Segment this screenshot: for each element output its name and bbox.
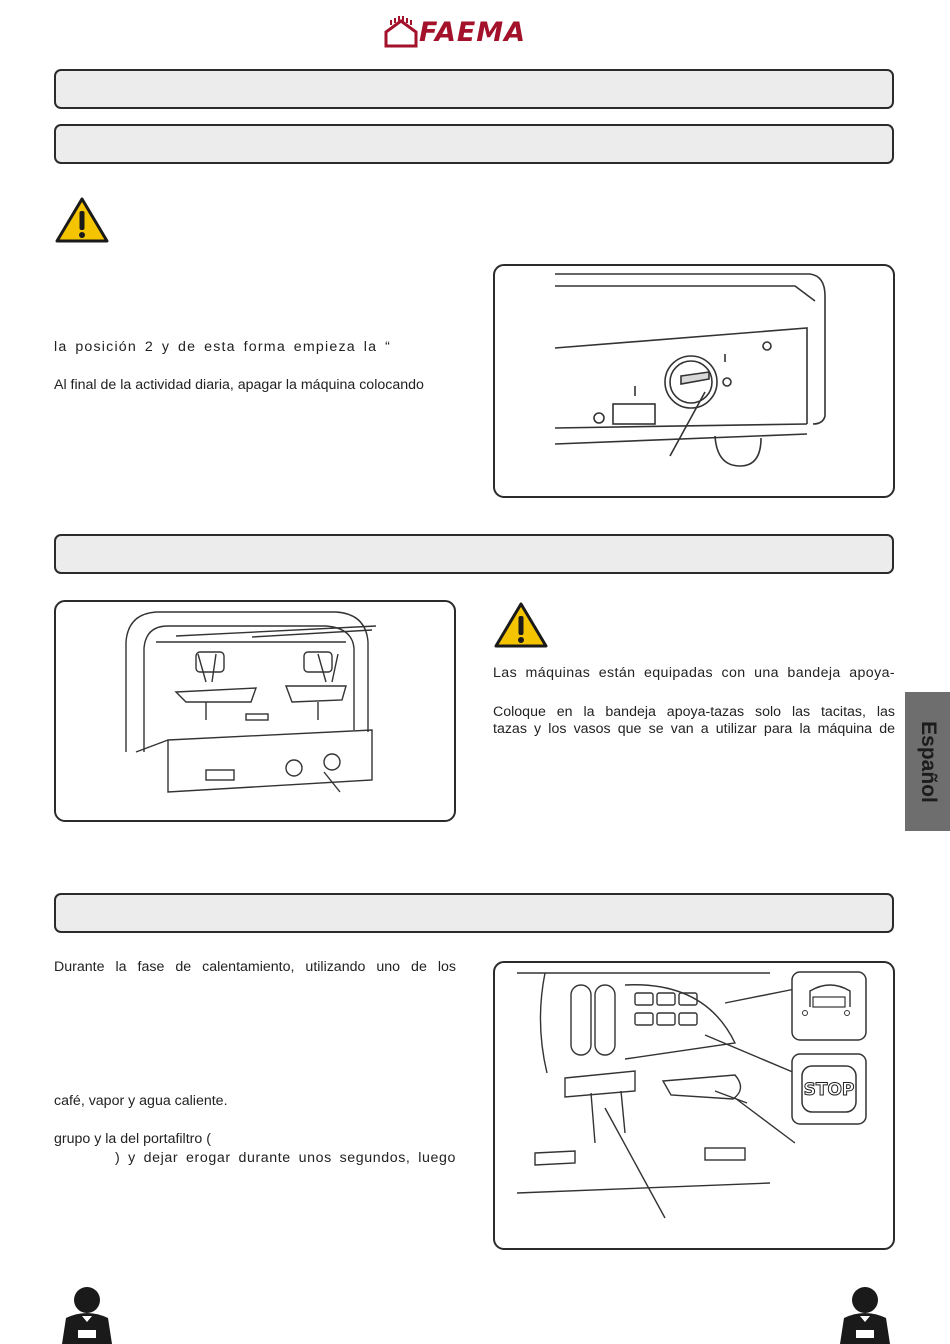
paragraph-line: Durante la fase de calentamiento, utilizando uno de los xyxy=(54,959,456,975)
language-tab-label: Español xyxy=(916,720,940,803)
group-head-illustration xyxy=(495,963,893,1248)
paragraph-line: ) y dejar erogar durante unos segundos, luego xyxy=(115,1150,456,1166)
paragraph-line: la posición 2 y de esta forma empieza la “ xyxy=(54,339,391,355)
figure-group-head xyxy=(493,961,895,1250)
power-switch-illustration xyxy=(495,266,893,496)
stop-button-label: STOP xyxy=(803,1080,855,1100)
barista-icon xyxy=(834,1286,896,1344)
language-tab xyxy=(905,692,950,831)
warning-icon xyxy=(54,196,110,244)
warning-icon xyxy=(493,601,549,649)
figure-espresso-machine xyxy=(54,600,456,822)
logo-emblem xyxy=(383,16,419,50)
brand-name: FAEMA xyxy=(419,17,527,48)
paragraph-line: Coloque en la bandeja apoya-tazas solo las tacitas, las xyxy=(493,704,895,720)
espresso-machine-illustration xyxy=(56,602,454,820)
figure-power-switch xyxy=(493,264,895,498)
paragraph-line: Las máquinas están equipadas con una bandeja apoya- xyxy=(493,665,895,681)
barista-icon xyxy=(56,1286,118,1344)
display-button-icon xyxy=(792,972,866,1040)
paragraph-line: grupo y la del portafiltro ( xyxy=(54,1131,211,1147)
section-title-bar-3 xyxy=(54,534,894,574)
section-title-bar-2 xyxy=(54,124,894,164)
section-title-bar-1 xyxy=(54,69,894,109)
paragraph-line: Al final de la actividad diaria, apagar la máquina colocando xyxy=(54,377,424,393)
paragraph-line: café, vapor y agua caliente. xyxy=(54,1093,228,1109)
section-title-bar-4 xyxy=(54,893,894,933)
paragraph-line: tazas y los vasos que se van a utilizar para la máquina de xyxy=(493,721,895,737)
faema-logo xyxy=(383,16,567,50)
